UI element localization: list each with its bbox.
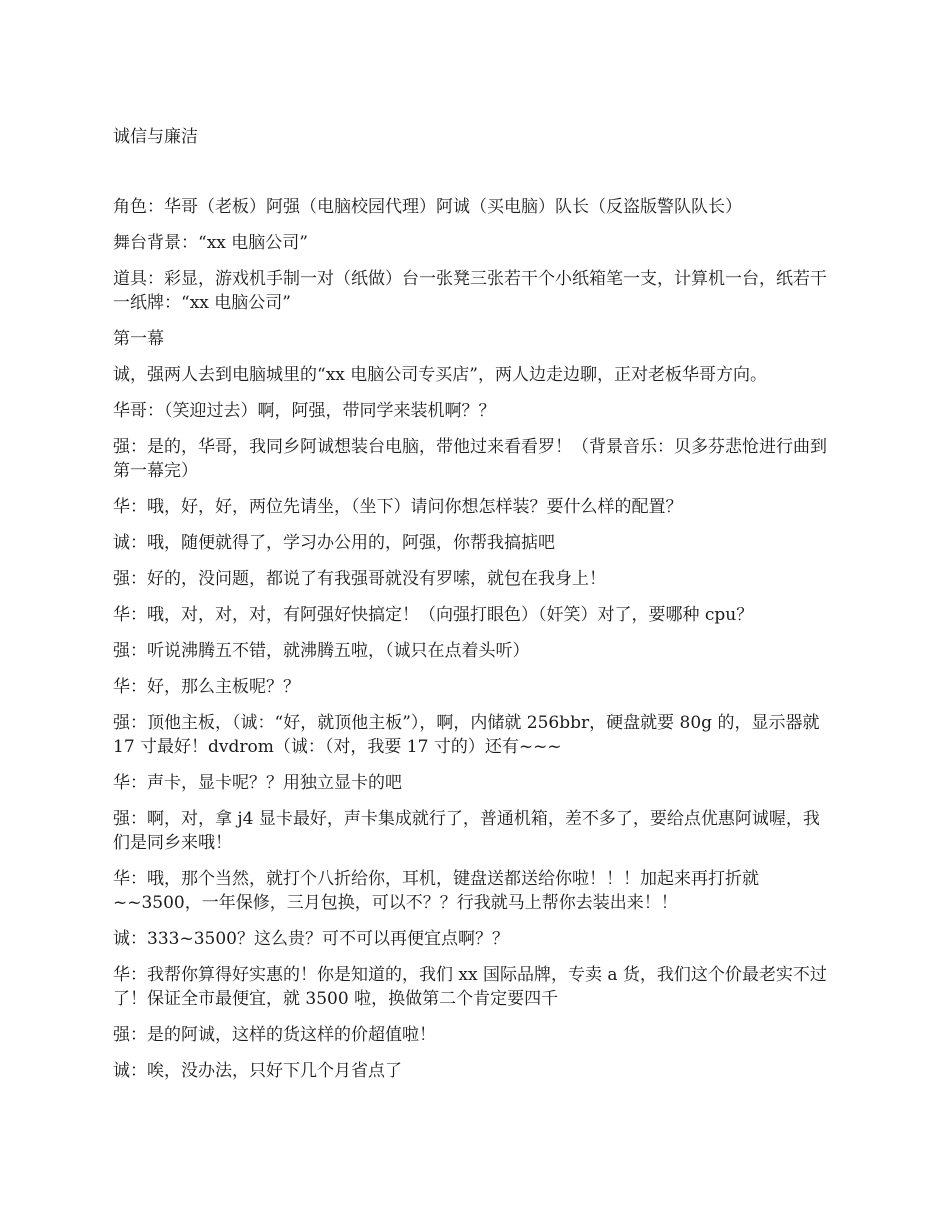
paragraph-roles: 角色：华哥（老板）阿强（电脑校园代理）阿诚（买电脑）队长（反盗版警队队长）	[113, 197, 742, 217]
dialogue-line: 诚：333~3500？这么贵？可不可以再便宜点啊？？	[113, 929, 509, 949]
dialogue-line: 强：听说沸腾五不错，就沸腾五啦，（诚只在点着头听）	[113, 641, 530, 661]
dialogue-line: 华哥：（笑迎过去）啊，阿强，带同学来装机啊？？	[113, 401, 496, 421]
paragraph-stage-background: 舞台背景：“xx 电脑公司”	[113, 233, 308, 253]
dialogue-line: 华：我帮你算得好实惠的！你是知道的，我们 xx 国际品牌，专卖 a 货，我们这个价最老实不过了！保证全市最便宜，就 3500 啦，换做第二个肯定要四千	[113, 965, 827, 1009]
dialogue-line: 强：是的阿诚，这样的货这样的价超值啦！	[113, 1025, 436, 1045]
paragraph-props: 道具：彩显，游戏机手制一对（纸做）台一张凳三张若干个小纸箱笔一支，计算机一台，纸若干一纸牌：“xx 电脑公司”	[113, 269, 827, 313]
dialogue-line: 诚：哦，随便就得了，学习办公用的，阿强，你帮我搞掂吧	[113, 533, 555, 553]
dialogue-line: 华：声卡，显卡呢？？用独立显卡的吧	[113, 773, 402, 793]
dialogue-line: 华：好，那么主板呢？？	[113, 677, 300, 697]
paragraph-act-heading: 第一幕	[113, 329, 164, 349]
document-body	[113, 195, 833, 1095]
document-title: 诚信与廉洁	[113, 127, 198, 147]
dialogue-line: 强：顶他主板，（诚：“好，就顶他主板”），啊，内储就 256bbr，硬盘就要 80g 的，显示器就 17 寸最好！dvdrom（诚：（对，我要 17 寸的）还有~~~	[113, 713, 820, 757]
dialogue-line: 华：哦，好，好，两位先请坐，（坐下）请问你想怎样装？要什么样的配置？	[113, 497, 683, 517]
dialogue-line: 诚：唉，没办法，只好下几个月省点了	[113, 1061, 402, 1081]
paragraph-scene-direction: 诚，强两人去到电脑城里的“xx 电脑公司专买店”，两人边走边聊，正对老板华哥方向。	[113, 365, 767, 385]
dialogue-line: 强：好的，没问题，都说了有我强哥就没有罗嗦，就包在我身上！	[113, 569, 606, 589]
dialogue-line: 华：哦，那个当然，就打个八折给你，耳机，键盘送都送给你啦！！！加起来再打折就~~3500，一年保修，三月包换，可以不？？行我就马上帮你去装出来！！	[113, 869, 759, 913]
dialogue-line: 强：啊，对，拿 j4 显卡最好，声卡集成就行了，普通机箱，差不多了，要给点优惠阿诚喔，我们是同乡来哦！	[113, 809, 820, 853]
dialogue-line: 华：哦，对，对，对，有阿强好快搞定！（向强打眼色）（奸笑）对了，要哪种 cpu？	[113, 605, 754, 625]
dialogue-line: 强：是的，华哥，我同乡阿诚想装台电脑，带他过来看看罗！（背景音乐：贝多芬悲怆进行曲到第一幕完）	[113, 437, 827, 481]
